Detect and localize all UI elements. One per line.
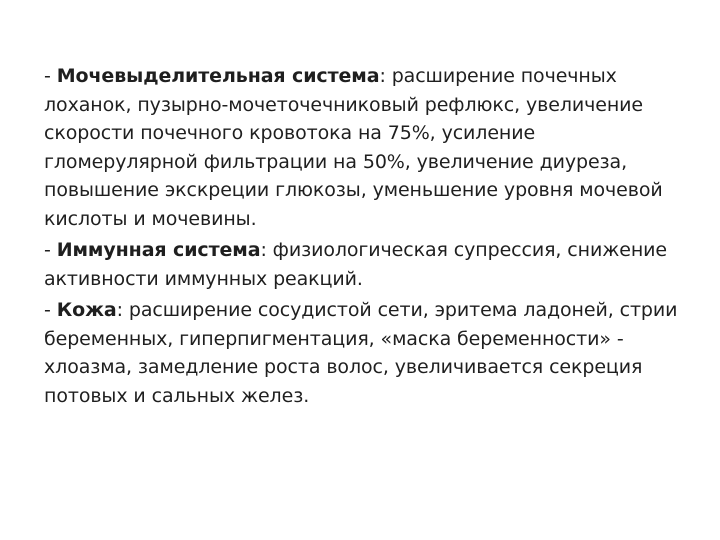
term-skin: Кожа xyxy=(56,299,117,321)
description-skin: : расширение сосудистой сети, эритема ладоней, стрии беременных, гиперпигментация, «маска беременности» - хлоазма, замедление роста волос, увеличивается секреция потовых и сальных желез. xyxy=(44,299,678,407)
bullet-dash: - xyxy=(44,65,57,87)
paragraph-immune-system xyxy=(44,236,684,293)
paragraph-urinary-system xyxy=(44,62,684,233)
term-urinary-system: Мочевыделительная система xyxy=(56,65,380,87)
bullet-dash: - xyxy=(44,299,57,321)
term-immune-system: Иммунная система xyxy=(56,239,261,261)
body-text xyxy=(44,62,684,413)
paragraph-skin xyxy=(44,296,684,410)
description-immune-system: : физиологическая супрессия, снижение активности иммунных реакций. xyxy=(44,239,667,290)
description-urinary-system: : расширение почечных лоханок, пузырно-мочеточечниковый рефлюкс, увеличение скорости почечного кровотока на 75%, усиление гломерулярной фильтрации на 50%, увеличение диуреза, повышение экскреции глюкозы, уменьшение уровня мочевой кислоты и мочевины. xyxy=(44,65,663,230)
bullet-dash: - xyxy=(44,239,57,261)
